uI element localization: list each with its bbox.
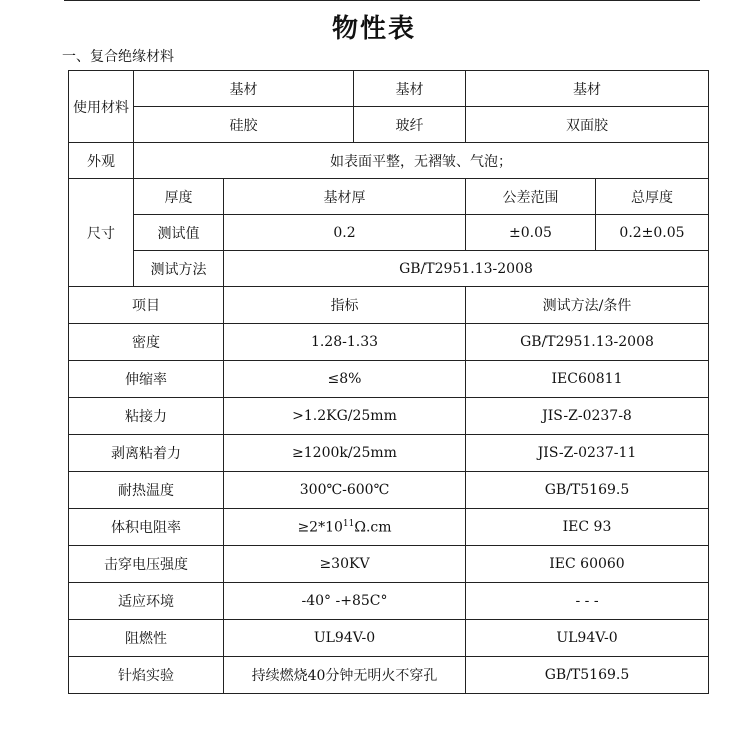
materials-label: 使用材料	[69, 71, 134, 143]
dim-cell: GB/T2951.13-2008	[224, 251, 709, 287]
table-row	[69, 398, 709, 435]
spec-cell: ≥30KV	[224, 546, 466, 583]
item-cell: 阻燃性	[69, 620, 224, 657]
method-cell: IEC 60060	[466, 546, 709, 583]
item-cell: 密度	[69, 324, 224, 361]
table-row	[69, 324, 709, 361]
table-row	[69, 361, 709, 398]
dim-cell: ±0.05	[466, 215, 596, 251]
spec-cell: 300℃-600℃	[224, 472, 466, 509]
material-cell: 硅胶	[134, 107, 354, 143]
spec-cell: 持续燃烧40分钟无明火不穿孔	[224, 657, 466, 694]
column-header: 项目	[69, 287, 224, 324]
table-header-row	[69, 287, 709, 324]
table-row	[69, 657, 709, 694]
dim-cell: 测试方法	[134, 251, 224, 287]
page-title: 物性表	[331, 14, 416, 44]
top-rule	[64, 0, 700, 1]
spec-cell: >1.2KG/25mm	[224, 398, 466, 435]
table-row	[69, 435, 709, 472]
item-cell: 体积电阻率	[69, 509, 224, 546]
material-cell: 玻纤	[354, 107, 466, 143]
method-cell: JIS-Z-0237-8	[466, 398, 709, 435]
dim-header-cell: 公差范围	[466, 179, 596, 215]
dim-header-cell: 总厚度	[596, 179, 709, 215]
table-row	[69, 509, 709, 546]
spec-unit: Ω.cm	[354, 519, 392, 536]
method-cell: IEC60811	[466, 361, 709, 398]
dim-cell: 测试值	[134, 215, 224, 251]
spec-base: ≥2*10	[297, 519, 343, 536]
item-cell: 适应环境	[69, 583, 224, 620]
dim-cell: 0.2	[224, 215, 466, 251]
dim-cell: 0.2±0.05	[596, 215, 709, 251]
material-cell: 基材	[134, 71, 354, 107]
method-cell: UL94V-0	[466, 620, 709, 657]
appearance-value: 如表面平整，无褶皱、气泡；	[134, 143, 709, 179]
dim-header-cell: 基材厚	[224, 179, 466, 215]
spec-cell: 1.28-1.33	[224, 324, 466, 361]
method-cell: IEC 93	[466, 509, 709, 546]
spec-cell	[224, 509, 466, 546]
method-cell: GB/T5169.5	[466, 657, 709, 694]
dimensions-label: 尺寸	[69, 179, 134, 287]
item-cell: 粘接力	[69, 398, 224, 435]
item-cell: 伸缩率	[69, 361, 224, 398]
table-row	[69, 179, 709, 215]
table-row	[69, 583, 709, 620]
table-row	[69, 215, 709, 251]
table-row	[69, 620, 709, 657]
section-heading: 一、复合绝缘材料	[62, 49, 174, 65]
table-row	[69, 71, 709, 107]
table-row	[69, 251, 709, 287]
method-cell: JIS-Z-0237-11	[466, 435, 709, 472]
material-cell: 双面胶	[466, 107, 709, 143]
spec-exponent: 11	[342, 518, 355, 529]
method-cell: GB/T2951.13-2008	[466, 324, 709, 361]
property-table	[68, 70, 709, 694]
column-header: 测试方法/条件	[466, 287, 709, 324]
method-cell: - - -	[466, 583, 709, 620]
dim-header-cell: 厚度	[134, 179, 224, 215]
method-cell: GB/T5169.5	[466, 472, 709, 509]
spec-cell: ≥1200k/25mm	[224, 435, 466, 472]
spec-cell: UL94V-0	[224, 620, 466, 657]
appearance-label: 外观	[69, 143, 134, 179]
item-cell: 击穿电压强度	[69, 546, 224, 583]
item-cell: 针焰实验	[69, 657, 224, 694]
table-row	[69, 472, 709, 509]
spec-cell: -40° -+85C°	[224, 583, 466, 620]
column-header: 指标	[224, 287, 466, 324]
material-cell: 基材	[354, 71, 466, 107]
item-cell: 剥离粘着力	[69, 435, 224, 472]
table-row	[69, 546, 709, 583]
material-cell: 基材	[466, 71, 709, 107]
item-cell: 耐热温度	[69, 472, 224, 509]
table-row	[69, 107, 709, 143]
table-row	[69, 143, 709, 179]
spec-cell: ≤8%	[224, 361, 466, 398]
